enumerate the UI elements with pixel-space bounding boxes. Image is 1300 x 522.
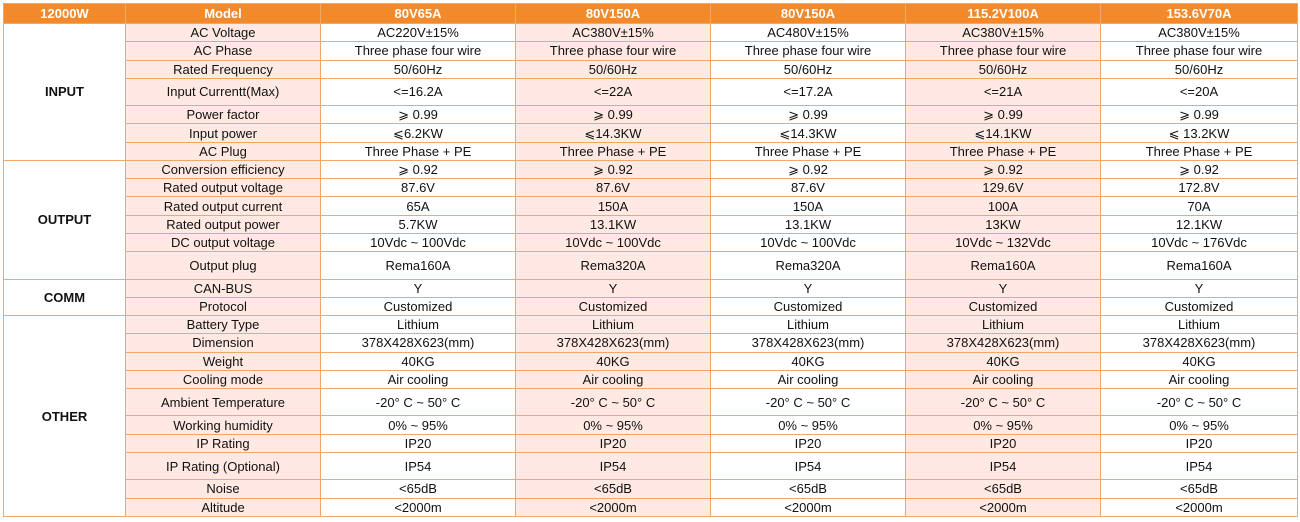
param-name: IP Rating (Optional): [126, 452, 321, 479]
value-cell: Three Phase + PE: [321, 142, 516, 160]
value-cell: Customized: [711, 297, 906, 315]
value-cell: 378X428X623(mm): [516, 334, 711, 352]
param-name: Input Currentt(Max): [126, 78, 321, 105]
value-cell: Customized: [516, 297, 711, 315]
value-cell: 87.6V: [711, 179, 906, 197]
value-cell: <65dB: [516, 480, 711, 498]
param-name: Ambient Temperature: [126, 389, 321, 416]
table-row: [4, 389, 1298, 416]
table-row: [4, 233, 1298, 251]
table-row: [4, 334, 1298, 352]
value-cell: IP20: [711, 434, 906, 452]
value-cell: ⩽6.2KW: [321, 124, 516, 142]
value-cell: IP54: [1101, 452, 1298, 479]
table-row: [4, 316, 1298, 334]
param-name: IP Rating: [126, 434, 321, 452]
value-cell: ⩽14.3KW: [516, 124, 711, 142]
table-row: [4, 498, 1298, 517]
value-cell: <2000m: [516, 498, 711, 517]
param-name: Dimension: [126, 334, 321, 352]
param-name: Rated output power: [126, 215, 321, 233]
param-name: Protocol: [126, 297, 321, 315]
value-cell: IP54: [321, 452, 516, 479]
value-cell: Lithium: [321, 316, 516, 334]
value-cell: <=21A: [906, 78, 1101, 105]
param-name: AC Voltage: [126, 24, 321, 42]
value-cell: Air cooling: [711, 370, 906, 388]
value-cell: IP54: [711, 452, 906, 479]
table-row: [4, 42, 1298, 60]
value-cell: Lithium: [516, 316, 711, 334]
value-cell: 150A: [711, 197, 906, 215]
table-row: [4, 215, 1298, 233]
value-cell: 0% ~ 95%: [516, 416, 711, 434]
table-row: [4, 370, 1298, 388]
spec-table: [3, 3, 1298, 517]
value-cell: IP20: [321, 434, 516, 452]
model-header: 115.2V100A: [906, 4, 1101, 24]
value-cell: <65dB: [711, 480, 906, 498]
value-cell: Y: [711, 279, 906, 297]
value-cell: 0% ~ 95%: [711, 416, 906, 434]
value-cell: 87.6V: [516, 179, 711, 197]
table-row: [4, 124, 1298, 142]
value-cell: 0% ~ 95%: [321, 416, 516, 434]
table-row: [4, 352, 1298, 370]
param-name: DC output voltage: [126, 233, 321, 251]
value-cell: <=22A: [516, 78, 711, 105]
param-name: Noise: [126, 480, 321, 498]
value-cell: ⩾ 0.99: [1101, 106, 1298, 124]
group-label: OUTPUT: [4, 160, 126, 279]
value-cell: 87.6V: [321, 179, 516, 197]
value-cell: ⩾ 0.92: [1101, 160, 1298, 178]
param-name: Power factor: [126, 106, 321, 124]
value-cell: ⩾ 0.99: [906, 106, 1101, 124]
value-cell: ⩾ 0.92: [711, 160, 906, 178]
value-cell: 12.1KW: [1101, 215, 1298, 233]
table-row: [4, 197, 1298, 215]
value-cell: 378X428X623(mm): [906, 334, 1101, 352]
value-cell: -20° C ~ 50° C: [516, 389, 711, 416]
value-cell: 10Vdc ~ 100Vdc: [321, 233, 516, 251]
table-row: [4, 160, 1298, 178]
value-cell: Y: [906, 279, 1101, 297]
value-cell: 100A: [906, 197, 1101, 215]
value-cell: Three phase four wire: [1101, 42, 1298, 60]
value-cell: 50/60Hz: [321, 60, 516, 78]
value-cell: Customized: [906, 297, 1101, 315]
table-row: [4, 106, 1298, 124]
group-label: OTHER: [4, 316, 126, 517]
value-cell: 40KG: [1101, 352, 1298, 370]
value-cell: Y: [321, 279, 516, 297]
param-name: Output plug: [126, 252, 321, 279]
corner-cell: 12000W: [4, 4, 126, 24]
value-cell: Lithium: [711, 316, 906, 334]
value-cell: -20° C ~ 50° C: [906, 389, 1101, 416]
value-cell: <=17.2A: [711, 78, 906, 105]
value-cell: 50/60Hz: [906, 60, 1101, 78]
model-header: 80V65A: [321, 4, 516, 24]
param-name: Conversion efficiency: [126, 160, 321, 178]
value-cell: Air cooling: [321, 370, 516, 388]
value-cell: AC380V±15%: [906, 24, 1101, 42]
value-cell: Air cooling: [906, 370, 1101, 388]
param-name: Altitude: [126, 498, 321, 517]
value-cell: Rema160A: [321, 252, 516, 279]
table-row: [4, 434, 1298, 452]
table-row: [4, 416, 1298, 434]
value-cell: -20° C ~ 50° C: [321, 389, 516, 416]
value-cell: 40KG: [711, 352, 906, 370]
value-cell: Three Phase + PE: [516, 142, 711, 160]
value-cell: 40KG: [516, 352, 711, 370]
value-cell: 172.8V: [1101, 179, 1298, 197]
value-cell: 10Vdc ~ 100Vdc: [711, 233, 906, 251]
value-cell: <2000m: [711, 498, 906, 517]
value-cell: Lithium: [906, 316, 1101, 334]
value-cell: AC220V±15%: [321, 24, 516, 42]
table-row: [4, 24, 1298, 42]
value-cell: 13.1KW: [516, 215, 711, 233]
value-cell: -20° C ~ 50° C: [711, 389, 906, 416]
value-cell: <65dB: [1101, 480, 1298, 498]
value-cell: 40KG: [321, 352, 516, 370]
table-row: [4, 252, 1298, 279]
group-label: INPUT: [4, 24, 126, 161]
value-cell: 65A: [321, 197, 516, 215]
value-cell: 0% ~ 95%: [1101, 416, 1298, 434]
value-cell: 50/60Hz: [516, 60, 711, 78]
value-cell: <2000m: [321, 498, 516, 517]
param-name: Rated Frequency: [126, 60, 321, 78]
table-row: [4, 179, 1298, 197]
value-cell: 13.1KW: [711, 215, 906, 233]
value-cell: Three Phase + PE: [711, 142, 906, 160]
value-cell: 378X428X623(mm): [711, 334, 906, 352]
value-cell: <=20A: [1101, 78, 1298, 105]
value-cell: 378X428X623(mm): [321, 334, 516, 352]
value-cell: Three phase four wire: [711, 42, 906, 60]
value-cell: Rema320A: [516, 252, 711, 279]
value-cell: ⩾ 0.99: [516, 106, 711, 124]
value-cell: -20° C ~ 50° C: [1101, 389, 1298, 416]
value-cell: 5.7KW: [321, 215, 516, 233]
value-cell: 378X428X623(mm): [1101, 334, 1298, 352]
param-name: Weight: [126, 352, 321, 370]
value-cell: Rema160A: [1101, 252, 1298, 279]
value-cell: Three phase four wire: [516, 42, 711, 60]
value-cell: Customized: [321, 297, 516, 315]
value-cell: 129.6V: [906, 179, 1101, 197]
value-cell: 13KW: [906, 215, 1101, 233]
param-name: Input power: [126, 124, 321, 142]
value-cell: ⩾ 0.92: [321, 160, 516, 178]
value-cell: ⩾ 0.99: [711, 106, 906, 124]
value-cell: Rema320A: [711, 252, 906, 279]
value-cell: ⩾ 0.92: [516, 160, 711, 178]
value-cell: IP20: [516, 434, 711, 452]
value-cell: IP54: [906, 452, 1101, 479]
value-cell: Three phase four wire: [906, 42, 1101, 60]
param-name: Rated output voltage: [126, 179, 321, 197]
param-name: Cooling mode: [126, 370, 321, 388]
value-cell: 10Vdc ~ 100Vdc: [516, 233, 711, 251]
value-cell: 10Vdc ~ 132Vdc: [906, 233, 1101, 251]
param-name: Working humidity: [126, 416, 321, 434]
value-cell: ⩽14.1KW: [906, 124, 1101, 142]
table-row: [4, 297, 1298, 315]
value-cell: Three Phase + PE: [1101, 142, 1298, 160]
value-cell: AC380V±15%: [1101, 24, 1298, 42]
value-cell: <65dB: [906, 480, 1101, 498]
spec-body: [4, 24, 1298, 517]
value-cell: Y: [516, 279, 711, 297]
header-row: [4, 4, 1298, 24]
model-header: 80V150A: [711, 4, 906, 24]
value-cell: Rema160A: [906, 252, 1101, 279]
value-cell: IP54: [516, 452, 711, 479]
value-cell: Air cooling: [516, 370, 711, 388]
value-cell: <2000m: [1101, 498, 1298, 517]
value-cell: Three phase four wire: [321, 42, 516, 60]
value-cell: 50/60Hz: [711, 60, 906, 78]
value-cell: <2000m: [906, 498, 1101, 517]
value-cell: <65dB: [321, 480, 516, 498]
value-cell: 10Vdc ~ 176Vdc: [1101, 233, 1298, 251]
group-label: COMM: [4, 279, 126, 316]
param-name: Rated output current: [126, 197, 321, 215]
value-cell: ⩽14.3KW: [711, 124, 906, 142]
value-cell: Three Phase + PE: [906, 142, 1101, 160]
model-header: 80V150A: [516, 4, 711, 24]
value-cell: Air cooling: [1101, 370, 1298, 388]
value-cell: Lithium: [1101, 316, 1298, 334]
value-cell: 0% ~ 95%: [906, 416, 1101, 434]
value-cell: ⩾ 0.92: [906, 160, 1101, 178]
table-row: [4, 78, 1298, 105]
model-header: 153.6V70A: [1101, 4, 1298, 24]
value-cell: ⩽ 13.2KW: [1101, 124, 1298, 142]
value-cell: IP20: [1101, 434, 1298, 452]
value-cell: AC480V±15%: [711, 24, 906, 42]
value-cell: <=16.2A: [321, 78, 516, 105]
table-row: [4, 452, 1298, 479]
param-name: AC Plug: [126, 142, 321, 160]
param-name: CAN-BUS: [126, 279, 321, 297]
table-row: [4, 480, 1298, 498]
value-cell: 50/60Hz: [1101, 60, 1298, 78]
value-cell: 40KG: [906, 352, 1101, 370]
value-cell: Y: [1101, 279, 1298, 297]
param-name: AC Phase: [126, 42, 321, 60]
table-row: [4, 60, 1298, 78]
table-row: [4, 279, 1298, 297]
param-name: Battery Type: [126, 316, 321, 334]
value-cell: AC380V±15%: [516, 24, 711, 42]
value-cell: 70A: [1101, 197, 1298, 215]
value-cell: 150A: [516, 197, 711, 215]
value-cell: IP20: [906, 434, 1101, 452]
value-cell: Customized: [1101, 297, 1298, 315]
value-cell: ⩾ 0.99: [321, 106, 516, 124]
table-row: [4, 142, 1298, 160]
model-label: Model: [126, 4, 321, 24]
